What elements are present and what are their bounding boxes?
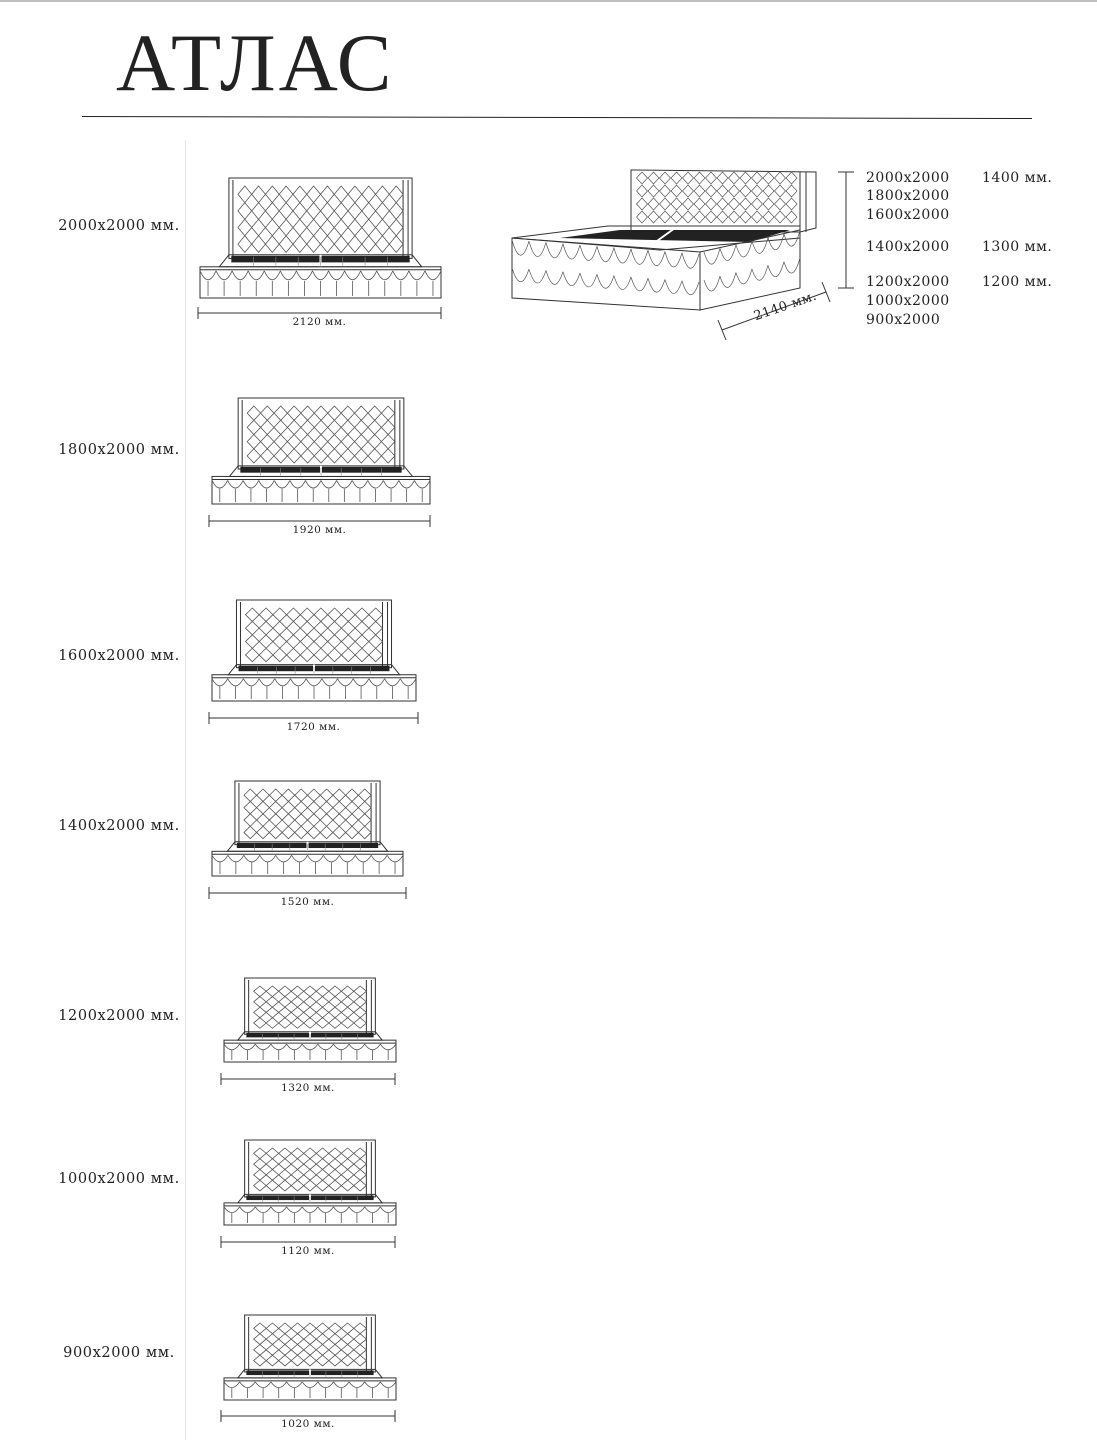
size-label-1400: 1400х2000 мм.: [58, 818, 180, 834]
page-title: АТЛАС: [116, 17, 395, 108]
width-label-1800: 1920 мм.: [292, 524, 347, 536]
bed-drawing-2000: [192, 172, 445, 325]
spec-size-1200: 1200х2000: [866, 274, 950, 290]
bed-drawing-1400: [203, 775, 409, 905]
length-label: 2140 мм.: [752, 288, 819, 325]
bed-drawing-900: [215, 1309, 399, 1428]
spec-size-2000: 2000х2000: [866, 170, 950, 186]
spec-height-1300: 1300 мм.: [982, 239, 1053, 255]
size-label-1200: 1200х2000 мм.: [58, 1008, 180, 1024]
bed-drawing-1200: [215, 972, 399, 1091]
width-label-2000: 2120 мм.: [292, 316, 347, 328]
spec-size-1600: 1600х2000: [866, 207, 950, 223]
width-label-1000: 1120 мм.: [281, 1245, 335, 1257]
bed-perspective-drawing: [500, 160, 860, 350]
spec-size-1000: 1000х2000: [866, 293, 950, 309]
width-label-1200: 1320 мм.: [281, 1082, 335, 1094]
size-label-1800: 1800х2000 мм.: [58, 442, 180, 458]
size-label-2000: 2000х2000 мм.: [58, 218, 180, 234]
column-divider: [185, 140, 186, 1440]
spec-height-1200: 1200 мм.: [982, 274, 1053, 290]
size-label-1600: 1600х2000 мм.: [58, 648, 180, 664]
width-label-900: 1020 мм.: [281, 1418, 335, 1430]
width-label-1600: 1720 мм.: [286, 721, 341, 733]
spec-size-1800: 1800х2000: [866, 188, 950, 204]
width-label-1400: 1520 мм.: [280, 896, 335, 908]
bed-drawing-1800: [203, 392, 433, 533]
top-border: [0, 0, 1097, 2]
spec-height-1400: 1400 мм.: [982, 170, 1053, 186]
bed-drawing-1600: [203, 594, 421, 730]
size-label-1000: 1000х2000 мм.: [58, 1171, 180, 1187]
spec-size-900: 900х2000: [866, 312, 941, 328]
size-label-900: 900х2000 мм.: [63, 1345, 175, 1361]
bed-drawing-1000: [215, 1134, 399, 1254]
title-divider: [82, 116, 1032, 119]
spec-size-1400: 1400х2000: [866, 239, 950, 255]
